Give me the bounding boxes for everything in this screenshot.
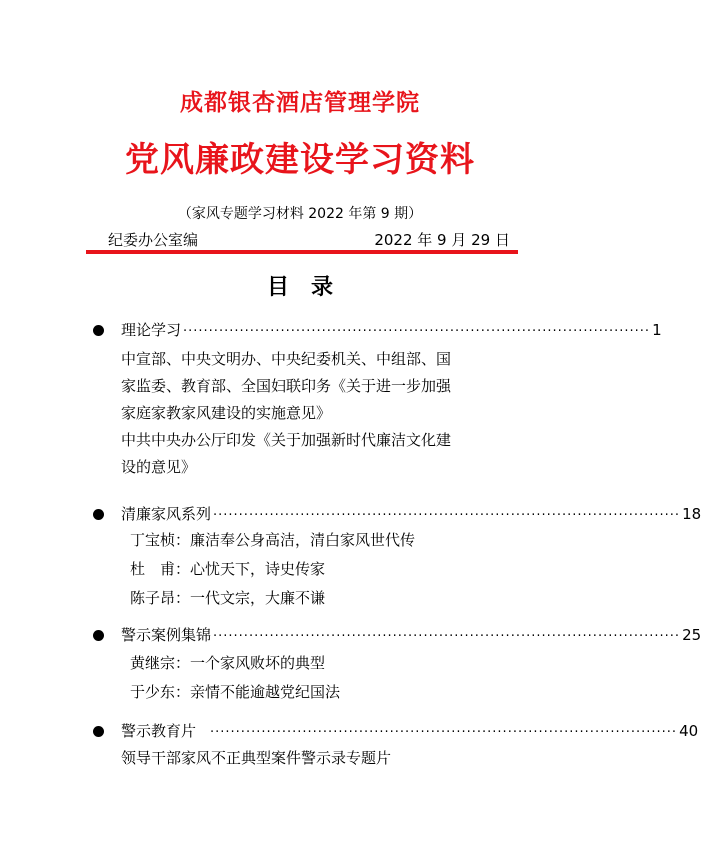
issue-date: 2022 年 9 月 29 日 — [374, 231, 510, 249]
section-page: 18 — [682, 505, 701, 523]
editor-label: 纪委办公室编 — [108, 231, 199, 249]
dot-leader: ··························································································· — [213, 629, 681, 644]
red-divider — [86, 250, 518, 254]
bullet-icon — [93, 726, 104, 737]
bullet-icon — [93, 630, 104, 641]
toc-subitem: 设的意见》 — [121, 458, 197, 476]
section-label: 警示教育片 — [121, 722, 197, 740]
toc-subitem: 中共中央办公厅印发《关于加强新时代廉洁文化建 — [121, 431, 452, 449]
toc-title: 目录 — [266, 274, 355, 300]
section-label: 警示案例集锦 — [121, 626, 212, 644]
bullet-icon — [93, 509, 104, 520]
toc-subitem: 家监委、教育部、全国妇联印务《关于进一步加强 — [121, 377, 452, 395]
toc-subitem: 丁宝桢：廉洁奉公身高洁，清白家风世代传 — [130, 531, 416, 549]
toc-subitem: 领导干部家风不正典型案件警示录专题片 — [121, 749, 392, 767]
toc-subitem: 陈子昂：一代文宗，大廉不谦 — [130, 589, 326, 607]
section-label: 理论学习 — [121, 321, 182, 339]
section-page: 25 — [682, 626, 701, 644]
section-page: 40 — [679, 722, 699, 740]
school-name: 成都银杏酒店管理学院 — [180, 90, 420, 116]
section-page: 1 — [652, 321, 662, 339]
toc-subitem: 黄继宗：一个家风败坏的典型 — [130, 654, 326, 672]
dot-leader: ··························································································· — [210, 725, 678, 740]
toc-section-family-style[interactable] — [121, 503, 701, 524]
bullet-icon — [93, 325, 104, 336]
section-label: 清廉家风系列 — [121, 505, 212, 523]
dot-leader: ··························································································· — [183, 324, 651, 339]
toc-subitem: 中宣部、中央文明办、中央纪委机关、中组部、国 — [121, 350, 452, 368]
dot-leader: ··························································································· — [213, 508, 681, 523]
toc-subitem: 杜 甫：心忧天下，诗史传家 — [130, 560, 326, 578]
issue-info: （家风专题学习材料 2022 年第 9 期） — [177, 206, 423, 222]
toc-section-warning-film[interactable] — [121, 720, 699, 741]
toc-subitem: 家庭家教家风建设的实施意见》 — [121, 404, 332, 422]
document-title: 党风廉政建设学习资料 — [125, 140, 475, 180]
toc-section-theory[interactable] — [121, 319, 662, 340]
toc-section-warning-cases[interactable] — [121, 624, 701, 645]
toc-subitem: 于少东：亲情不能逾越党纪国法 — [130, 683, 341, 701]
